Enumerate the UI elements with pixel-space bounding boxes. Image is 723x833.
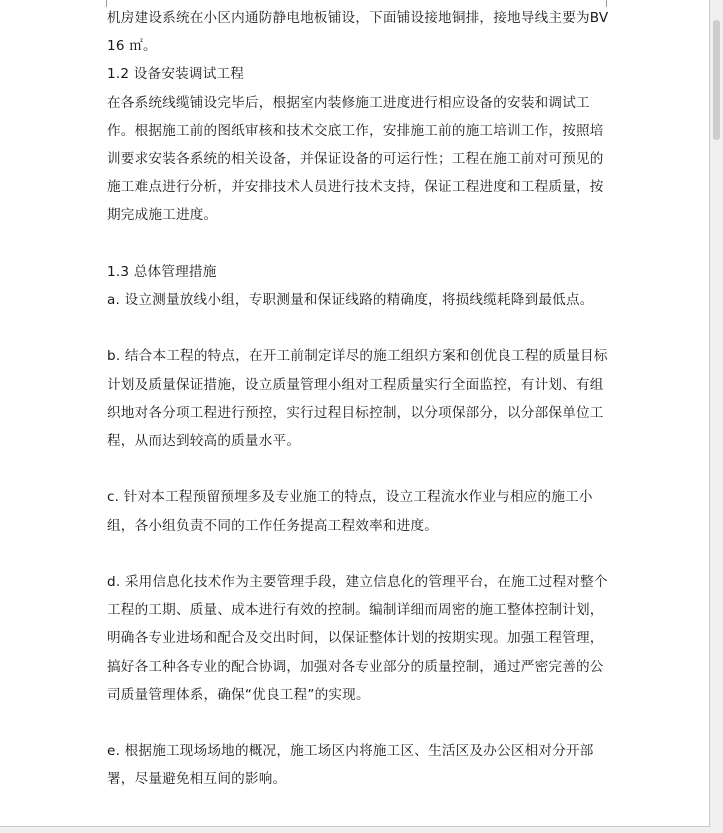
- blank-line: [107, 314, 617, 342]
- bottom-edge: [0, 827, 710, 833]
- heading-1-3: 1.3 总体管理措施: [107, 263, 217, 280]
- paragraph-a: a. 设立测量放线小组，专职测量和保证线路的精确度，将损线缆耗降到最低点。: [107, 292, 594, 309]
- vertical-scrollbar[interactable]: [710, 0, 723, 833]
- heading-1-2: 1.2 设备安装调试工程: [107, 66, 245, 83]
- document-body[interactable]: [107, 4, 617, 794]
- blank-line: [107, 709, 617, 737]
- blank-line: [107, 230, 617, 258]
- paragraph-installation: 在各系统线缆铺设完毕后，根据室内装修施工进度进行相应设备的安装和调试工作。根据施工前的图纸审核和技术交底工作，安排施工前的施工培训工作，按照培训要求安装各系统的相关设备，并保证设备的可运行性；工程在施工前对可预见的施工难点进行分析，并安排技术人员进行技术支持，保证工程进度和工程质量，按期完成施工进度。: [107, 94, 604, 224]
- paragraph-d: d. 采用信息化技术作为主要管理手段，建立信息化的管理平台，在施工过程对整个工程的工期、质量、成本进行有效的控制。编制详细而周密的施工整体控制计划，明确各专业进场和配合及交出时间，以保证整体计划的按期实现。加强工程管理，搞好各工种各专业的配合协调，加强对各专业部分的质量控制，通过严密完善的公司质量管理体系，确保“优良工程”的实现。: [107, 574, 608, 703]
- blank-line: [107, 540, 617, 568]
- paragraph-c: c. 针对本工程预留预埋多及专业施工的特点，设立工程流水作业与相应的施工小组，各小组负责不同的工作任务提高工程效率和进度。: [107, 489, 593, 534]
- paragraph-grounding: 机房建设系统在小区内通防静电地板铺设，下面铺设接地铜排，接地导线主要为BV16 ㎡。: [107, 10, 609, 55]
- blank-line: [107, 455, 617, 483]
- paragraph-b: b. 结合本工程的特点，在开工前制定详尽的施工组织方案和创优良工程的质量目标计划及质量保证措施，设立质量管理小组对工程质量实行全面监控，有计划、有组织地对各分项工程进行预控，实行过程目标控制，以分项保部分，以分部保单位工程，从而达到较高的质量水平。: [107, 348, 608, 450]
- scrollbar-thumb[interactable]: [713, 20, 720, 140]
- crop-mark-left: [96, 0, 107, 7]
- paragraph-e: e. 根据施工现场场地的概况，施工场区内将施工区、生活区及办公区相对分开部署，尽量避免相互间的影响。: [107, 743, 594, 788]
